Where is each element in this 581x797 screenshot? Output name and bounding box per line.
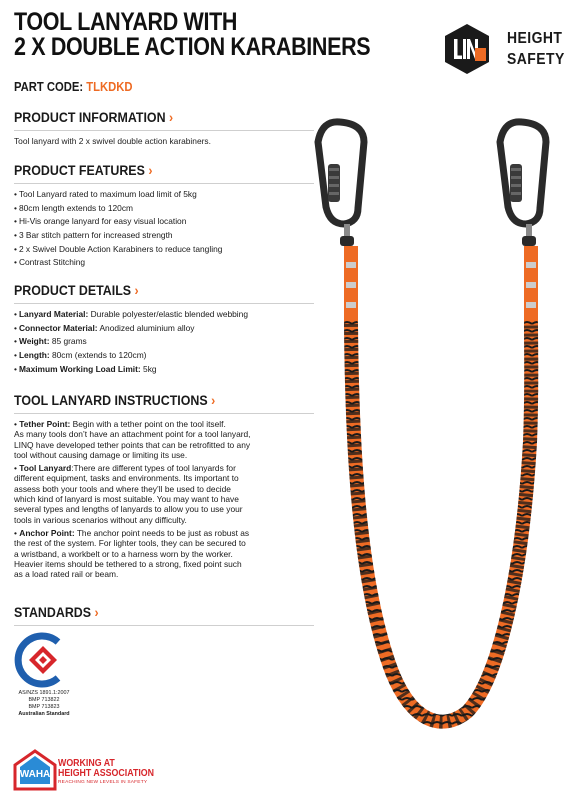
page-title: [14, 8, 371, 61]
chevron-right-icon: ›: [148, 163, 153, 178]
instruction-anchor-point: • Anchor Point: The anchor point needs to be just as robust as the rest of the system. For lighter tools, they can be secured to a wristband, a workbelt or to a harness worn by the worker. Heavier items should be tethered to a strong, fixed point such as a load rated rail or beam.: [14, 527, 250, 580]
association-line-2: HEIGHT ASSOCIATION: [58, 768, 155, 779]
section-product-information: [14, 110, 314, 147]
chevron-right-icon: ›: [94, 605, 99, 620]
list-item: • Length: 80cm (extends to 120cm): [14, 350, 147, 361]
standards-text: [12, 690, 76, 718]
standards-mark-icon: [12, 630, 74, 690]
divider: [14, 183, 314, 184]
section-standards: [14, 605, 314, 631]
instruction-tether-point: • Tether Point: Begin with a tether point on the tool itself. As many tools don’t have an attachment point for a tool lanyard, LINQ have developed tether points that can be retrofitted to any tool without causing damage or limiting its use.: [14, 419, 251, 460]
list-item: • Lanyard Material: Durable polyester/elastic blended webbing: [14, 309, 248, 319]
association-line-1: WORKING AT: [58, 758, 115, 769]
list-item: • Hi-Vis orange lanyard for easy visual location: [14, 216, 187, 227]
standard-line: BMP 713822: [28, 697, 60, 703]
section-heading: [14, 283, 290, 301]
heading-text: PRODUCT INFORMATION: [14, 110, 166, 125]
instruction-tool-lanyard: • Tool Lanyard:There are different types of tool lanyards for different equipment, tasks and environments. Its important to assess both your tools and where they’ll be used to decide which kind of lanyard is most suitable. You may want to have several types and lengths of lanyards to allow you to use your tools in various scenarios without any difficulty.: [14, 463, 243, 525]
heading-text: STANDARDS: [14, 605, 92, 620]
standard-line: BMP 713823: [28, 704, 60, 710]
chevron-right-icon: ›: [211, 393, 216, 408]
info-text: Tool lanyard with 2 x swivel double action karabiners.: [14, 136, 211, 146]
right-karabiner: [500, 122, 546, 246]
divider: [14, 625, 314, 626]
waha-logo: [12, 748, 58, 792]
list-item: • Contrast Stitching: [14, 257, 86, 268]
list-item: • Weight: 85 grams: [14, 336, 87, 347]
list-item: • 3 Bar stitch pattern for increased strength: [14, 230, 173, 241]
heading-text: PRODUCT FEATURES: [14, 163, 145, 178]
association-name: [58, 759, 154, 779]
brand-line-1: HEIGHT: [507, 30, 563, 47]
left-karabiner: [318, 122, 364, 246]
list-item: • 80cm length extends to 120cm: [14, 202, 133, 213]
list-item: • Maximum Working Load Limit: 5kg: [14, 363, 157, 374]
standard-line: AS/NZS 1891.1:2007: [18, 690, 70, 696]
section-product-features: [14, 163, 314, 271]
divider: [14, 130, 314, 131]
section-heading: [14, 163, 290, 181]
standard-line: Australian Standard: [18, 711, 70, 717]
part-code-value: TLKDKD: [86, 80, 133, 94]
section-instructions: [14, 393, 314, 582]
title-line-2: 2 X DOUBLE ACTION KARABINERS: [14, 33, 371, 61]
chevron-right-icon: ›: [134, 283, 139, 298]
heading-text: PRODUCT DETAILS: [14, 283, 132, 298]
heading-text: TOOL LANYARD INSTRUCTIONS: [14, 393, 208, 408]
part-code-label: PART CODE:: [14, 80, 87, 94]
list-item: • 2 x Swivel Double Action Karabiners to reduce tangling: [14, 243, 223, 254]
chevron-right-icon: ›: [169, 110, 174, 125]
brand-wordmark: [507, 28, 565, 70]
association-tagline: REACHING NEW LEVELS IN SAFETY: [58, 780, 148, 785]
divider: [14, 303, 314, 304]
section-heading: [14, 110, 290, 128]
part-code: [14, 80, 133, 94]
brand-line-2: SAFETY: [507, 51, 565, 68]
section-heading: [14, 605, 290, 623]
list-item: • Connector Material: Anodized aluminium alloy: [14, 322, 195, 333]
list-item: • Tool Lanyard rated to maximum load limit of 5kg: [14, 189, 197, 199]
product-image: [292, 112, 581, 792]
section-heading: [14, 393, 290, 411]
section-product-details: [14, 283, 314, 377]
title-line-1: TOOL LANYARD WITH: [14, 8, 238, 36]
waha-badge-text: WAHA: [19, 769, 51, 780]
coiled-lanyard: [351, 324, 531, 722]
divider: [14, 413, 314, 414]
